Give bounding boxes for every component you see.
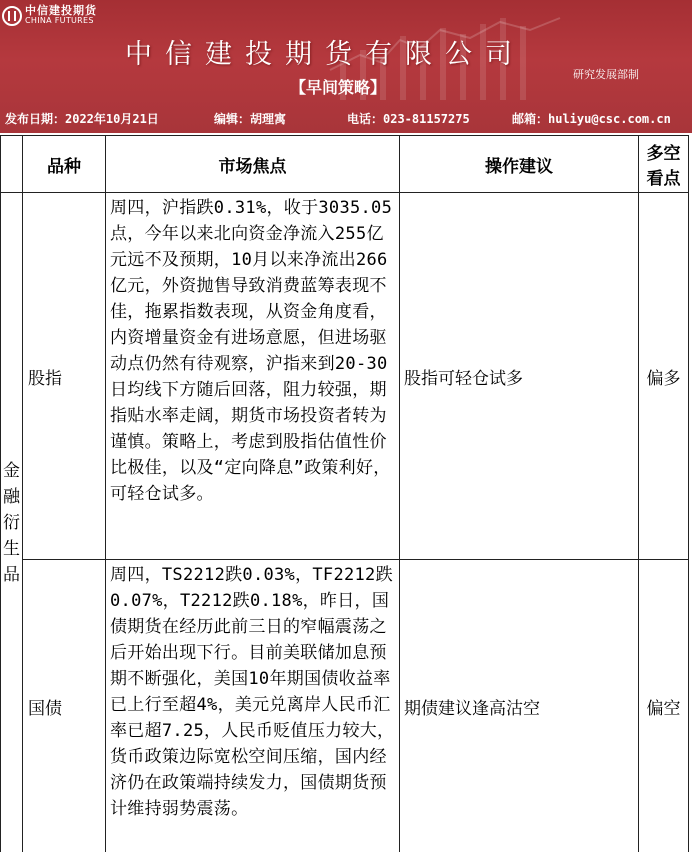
market-focus-cell: 周四，TS2212跌0.03%，TF2212跌0.07%，T2212跌0.18%，昨日，国债期货在经历此前三日的窄幅震荡之后开始出现下行。目前美联储加息预期不断强化，美国10年期国债收益率已上行至超4%，美元兑离岸人民币汇率已超7.25，人民币贬值压力较大，货币政策边际宽松空间压缩，国内经济仍在政策端持续发力，国债期货预计维持弱势震荡。 [106,560,400,852]
strategy-table [0,135,689,852]
category-header-cell [1,136,23,193]
advice-cell: 期债建议逢高沽空 [400,560,639,852]
publication-info-bar [0,107,692,129]
report-banner [0,0,692,133]
view-header: 多空看点 [639,136,689,193]
market-focus-header: 市场焦点 [106,136,400,193]
logo-icon [2,6,22,26]
publish-date: 发布日期：2022年10月21日 [5,110,159,127]
company-logo [2,5,97,26]
logo-chinese-name: 中信建投期货 [25,5,97,16]
market-focus-cell: 周四，沪指跌0.31%，收于3035.05点，今年以来北向资金净流入255亿元远不及预期，10月以来净流出266亿元，外资抛售导致消费蓝筹表现不佳，拖累指数表现，从资金角度看，内资增量资金有进场意愿，但进场驱动点仍然有待观察，沪指来到20-30日均线下方随后回落，阻力较强，期指贴水率走阔，期货市场投资者转为谨慎。策略上，考虑到股指估值性价比极佳，以及“定向降息”政策利好，可轻仓试多。 [106,193,400,560]
view-cell: 偏空 [639,560,689,852]
table-row [1,560,689,852]
editor: 编辑：胡理寓 [214,110,286,127]
variety-cell: 股指 [23,193,106,560]
table-row [1,193,689,560]
variety-header: 品种 [23,136,106,193]
logo-english-name: CHINA FUTURES [25,16,97,26]
view-cell: 偏多 [639,193,689,560]
report-type: 【早间策略】 [290,75,386,98]
email: 邮箱：huliyu@csc.com.cn [512,110,671,127]
advice-cell: 股指可轻仓试多 [400,193,639,560]
advice-header: 操作建议 [400,136,639,193]
variety-cell: 国债 [23,560,106,852]
category-cell: 金融衍生品 [1,193,23,852]
table-header-row [1,136,689,193]
phone: 电话：023-81157275 [347,110,470,127]
company-name: 中信建投期货有限公司 [0,32,650,71]
department: 研究发展部制 [573,66,639,82]
